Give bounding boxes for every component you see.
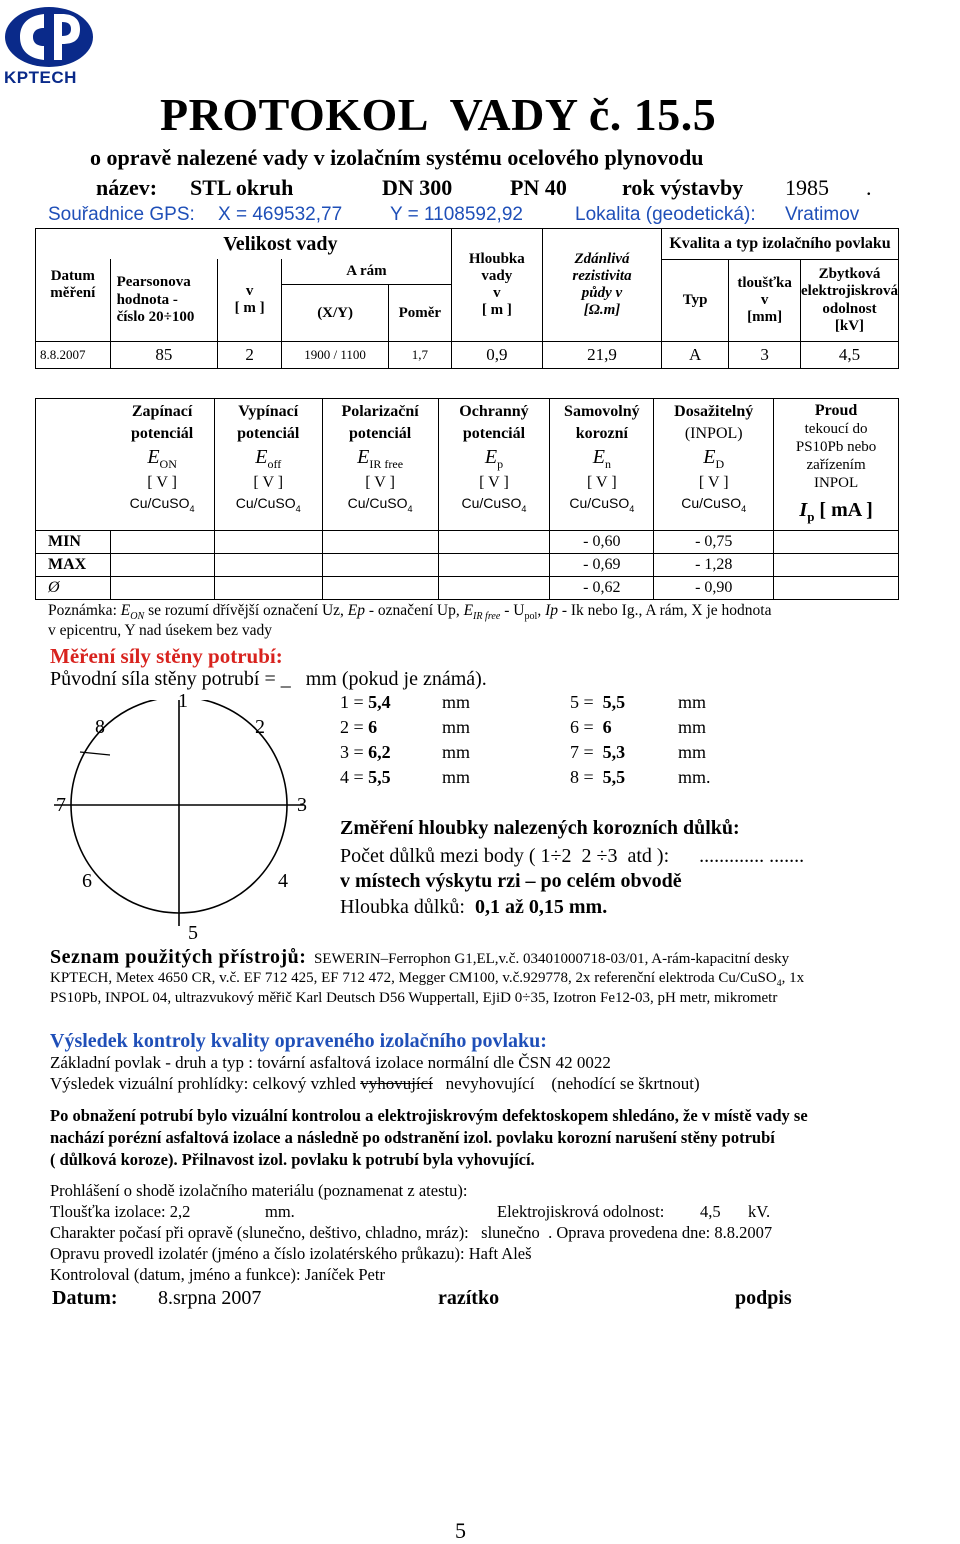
cell-min-ed: - 0,75 (654, 531, 774, 554)
page-subtitle: o opravě nalezené vady v izolačním systému ocelového plynovodu (90, 145, 704, 170)
wall-point-4: 4 = 5,5 (340, 767, 391, 787)
wall-point-5-unit: mm (678, 692, 707, 712)
header-pearson: Pearsonova hodnota - číslo 20÷100 (110, 259, 218, 342)
cell-zdanliva: 21,9 (543, 342, 662, 369)
cell-zbytkova: 4,5 (800, 342, 898, 369)
wall-point-8: 8 = 5,5 (570, 767, 626, 787)
pits-count: Počet důlků mezi body ( 1÷2 2 ÷3 atd ): ............. ....... (340, 845, 805, 867)
row-label-max: MAX (36, 554, 111, 577)
cell-pomer: 1,7 (388, 342, 451, 369)
header-datum: Datum měření (36, 229, 111, 342)
page-number: 5 (455, 1518, 466, 1543)
table-row (36, 531, 899, 554)
header-v: v [ m ] (218, 259, 282, 342)
cell-pearson: 85 (110, 342, 218, 369)
cell-v: 2 (218, 342, 282, 369)
pipe-pn: PN 40 (510, 175, 567, 200)
wall-point-7-unit: mm (678, 742, 707, 762)
defect-size-table (35, 228, 899, 369)
result-text-3: ( důlková koroze). Přilnavost izol. povlaku k potrubí byla vyhovující. (50, 1150, 535, 1169)
row-label-min: MIN (36, 531, 111, 554)
header-a-ram: A rám (282, 259, 451, 285)
wall-point-1: 1 = 5,4 (340, 692, 391, 712)
wall-point-3: 3 = 6,2 (340, 742, 391, 762)
instruments-line-1: Seznam použitých přístrojů: SEWERIN–Ferrophon G1,EL,v.č. 03401000718-03/01, A-rám-kapacitní desky (50, 946, 790, 968)
wall-point-1-unit: mm (442, 692, 471, 712)
header-zapinaci: Zapínací potenciál $E_{ON}$ [ V ] Cu/CuSO$_4$ (110, 399, 214, 531)
decl-insulator: Opravu provedl izolatér (jméno a číslo izolatérského průkazu): Haft Aleš (50, 1244, 532, 1263)
pipe-cross-section-diagram (40, 700, 340, 960)
pits-title: Změření hloubky nalezených korozních důlků: (340, 817, 740, 839)
footer-datum-value: 8.srpna 2007 (158, 1287, 262, 1309)
header-pomer: Poměr (388, 285, 451, 342)
cell-typ: A (662, 342, 729, 369)
cell-avg-ed: - 0,90 (654, 577, 774, 600)
circle-label-1: 1 (178, 690, 188, 712)
instruments-line-3: PS10Pb, INPOL 04, ultrazvukový měřič Karl Deutsch D56 Wuppertall, EjiD 0÷35, Izotron Fe12-03, pH metr, mikrometr (50, 990, 778, 1006)
decl-thickness-unit: mm. (265, 1202, 295, 1221)
row-label-avg: Ø (36, 577, 111, 600)
cell-datum: 8.8.2007 (36, 342, 111, 369)
header-zbytkova: Zbytková elektrojiskrová odolnost [kV] (800, 259, 898, 342)
wall-point-6-unit: mm (678, 717, 707, 737)
instruments-line-2: KPTECH, Metex 4650 CR, v.č. EF 712 425, EF 712 472, Megger CM100, v.č.929778, 2x referenční elektroda Cu/CuSO$_4$, 1x (50, 970, 805, 989)
circle-label-3: 3 (297, 794, 307, 816)
decl-controller: Kontroloval (datum, jméno a funkce): Janíček Petr (50, 1265, 385, 1284)
decl-el-value: 4,5 (700, 1202, 721, 1221)
circle-label-6: 6 (82, 870, 92, 892)
header-dosazitelny: Dosažitelný (INPOL) $E_D$ [ V ] Cu/CuSO$_4$ (654, 399, 774, 531)
cell-tloustka: 3 (729, 342, 801, 369)
wall-original: Původní síla stěny potrubí = _ mm (pokud je známá). (50, 668, 487, 690)
header-samovolny: Samovolný korozní $E_n$ [ V ] Cu/CuSO$_4$ (550, 399, 654, 531)
header-velikost-vady: Velikost vady (110, 229, 451, 260)
header-hloubka: Hloubka vady v [ m ] (451, 229, 542, 342)
wall-point-8-unit: mm. (678, 767, 711, 787)
pipe-dn: DN 300 (382, 175, 453, 200)
locality-value: Vratimov (785, 204, 860, 225)
header-ochranny: Ochranný potenciál $E_p$ [ V ] Cu/CuSO$_4$ (438, 399, 550, 531)
table-row (36, 577, 899, 600)
note-line-1: Poznámka: $E_{ON}$ se rozumí dřívější označení Uz, Ep - označení Up, $E_{IR free} - U_{pol}$, Ip - Ik nebo Ig., A rám, X je hodnota (48, 602, 772, 623)
company-logo (4, 6, 94, 87)
pipeline-name: STL okruh (190, 175, 294, 200)
year-value: 1985 (785, 175, 829, 200)
wall-point-3-unit: mm (442, 742, 471, 762)
gps-y: Y = 1108592,92 (390, 204, 523, 225)
cell-xy: 1900 / 1100 (282, 342, 389, 369)
cell-max-ed: - 1,28 (654, 554, 774, 577)
locality-label: Lokalita (geodetická): (575, 204, 756, 225)
decl-weather: Charakter počasí při opravě (slunečno, deštivo, chladno, mráz): slunečno . Oprava provedena dne: 8.8.2007 (50, 1223, 773, 1242)
circle-label-8: 8 (95, 716, 105, 738)
page-title: PROTOKOL VADY č. 15.5 (160, 89, 717, 140)
gps-x: X = 469532,77 (218, 204, 343, 225)
decl-el-label: Elektrojiskrová odolnost: (497, 1202, 665, 1221)
header-xy: (X/Y) (282, 285, 389, 342)
pits-depth: Hloubka důlků: 0,1 až 0,15 mm. (340, 896, 608, 918)
pits-location: v místech výskytu rzi – po celém obvodě (340, 870, 682, 892)
cell-min-en: - 0,60 (550, 531, 654, 554)
decl-el-unit: kV. (748, 1202, 771, 1221)
wall-point-6: 6 = 6 (570, 717, 612, 737)
header-kvalita: Kvalita a typ izolačního povlaku (662, 229, 899, 260)
circle-label-2: 2 (255, 716, 265, 738)
wall-section-title: Měření síly stěny potrubí: (50, 644, 283, 668)
circle-label-7: 7 (56, 794, 66, 816)
result-visual: Výsledek vizuální prohlídky: celkový vzhled vyhovující nevyhovující (nehodící se škrtnout) (50, 1074, 700, 1093)
header-vypinaci: Vypínací potenciál $E_{off}$ [ V ] Cu/CuSO$_4$ (214, 399, 322, 531)
header-polarizacni: Polarizační potenciál $E_{IR free}$ [ V ] Cu/CuSO$_4$ (322, 399, 438, 531)
logo-text: KPTECH (4, 68, 77, 87)
decl-thickness: Tloušťka izolace: 2,2 (50, 1202, 191, 1221)
footer-podpis: podpis (735, 1287, 792, 1309)
cell-avg-en: - 0,62 (550, 577, 654, 600)
gps-label: Souřadnice GPS: (48, 204, 195, 225)
year-label: rok výstavby (622, 175, 744, 200)
wall-point-4-unit: mm (442, 767, 471, 787)
potential-table (35, 398, 899, 600)
footer-razitko: razítko (438, 1287, 500, 1309)
wall-point-7: 7 = 5,3 (570, 742, 626, 762)
footer-datum-label: Datum: (52, 1287, 118, 1309)
header-proud: Proud tekoucí do PS10Pb nebo zařízením INPOL $I_p$ [ mA ] (774, 399, 899, 531)
result-base-coating: Základní povlak - druh a typ : tovární asfaltová izolace normální dle ČSN 42 0022 (50, 1053, 611, 1072)
table-row (36, 554, 899, 577)
wall-point-2: 2 = 6 (340, 717, 378, 737)
header-tloustka: tloušťka v [mm] (729, 259, 801, 342)
header-empty (36, 399, 111, 531)
header-zdanliva: Zdánlivá rezistivita půdy v [Ω.m] (543, 229, 662, 342)
result-text-1: Po obnažení potrubí bylo vizuální kontrolou a elektrojiskrovým defektoskopem shledáno, že v místě vady se (50, 1106, 808, 1125)
name-label: název: (96, 175, 158, 200)
header-typ: Typ (662, 259, 729, 342)
cell-hloubka: 0,9 (451, 342, 542, 369)
result-title: Výsledek kontroly kvality opraveného izolačního povlaku: (50, 1030, 547, 1052)
circle-label-4: 4 (278, 870, 288, 892)
circle-label-5: 5 (188, 922, 198, 944)
year-dot: . (866, 175, 872, 200)
logo-mark-icon (4, 6, 94, 68)
result-text-2: nachází porézní asfaltová izolace a následně po odstranění izol. povlaku korozní narušení stěny potrubí (50, 1128, 775, 1147)
decl-line-1: Prohlášení o shodě izolačního materiálu (poznamenat z atestu): (50, 1181, 468, 1200)
wall-point-2-unit: mm (442, 717, 471, 737)
cell-max-en: - 0,69 (550, 554, 654, 577)
wall-point-5: 5 = 5,5 (570, 692, 626, 712)
note-line-2: v epicentru, Y nad úsekem bez vady (48, 622, 272, 639)
